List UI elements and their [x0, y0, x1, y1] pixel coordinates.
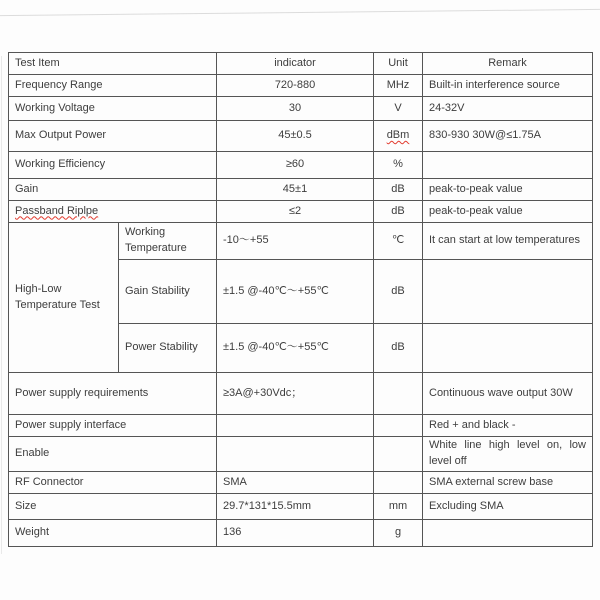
cell-test-item: RF Connector	[9, 472, 217, 494]
cell-unit: V	[374, 97, 423, 121]
cell-indicator: -10～+55	[217, 223, 374, 260]
cell-test-subitem: Gain Stability	[119, 260, 217, 324]
cell-test-item: Frequency Range	[9, 75, 217, 97]
cell-indicator: SMA	[217, 472, 374, 494]
cell-remark: peak-to-peak value	[423, 179, 593, 201]
col-header-test-item: Test Item	[9, 53, 217, 75]
table-row	[9, 494, 593, 520]
table-row	[9, 179, 593, 201]
cell-unit: dB	[374, 179, 423, 201]
cell-remark: 24-32V	[423, 97, 593, 121]
table-row	[9, 373, 593, 415]
table-row	[9, 472, 593, 494]
col-header-unit: Unit	[374, 53, 423, 75]
col-header-remark: Remark	[423, 53, 593, 75]
cell-remark: SMA external screw base	[423, 472, 593, 494]
cell-indicator: ±1.5 @-40℃～+55℃	[217, 260, 374, 324]
cell-indicator	[217, 415, 374, 437]
cell-test-subitem: Power Stability	[119, 324, 217, 373]
cell-test-item: Size	[9, 494, 217, 520]
cell-remark: 830-930 30W@≤1.75A	[423, 121, 593, 152]
cell-remark	[423, 520, 593, 547]
cell-test-item: Max Output Power	[9, 121, 217, 152]
cell-unit	[374, 472, 423, 494]
table-row	[9, 223, 593, 260]
cell-test-item: Working Voltage	[9, 97, 217, 121]
cell-unit-text: dBm	[386, 129, 410, 142]
cell-unit	[374, 437, 423, 472]
cell-test-item: Enable	[9, 437, 217, 472]
cell-test-item: Working Efficiency	[9, 152, 217, 179]
cell-remark: Built-in interference source	[423, 75, 593, 97]
table-row	[9, 415, 593, 437]
cell-unit	[374, 121, 423, 152]
cell-unit: mm	[374, 494, 423, 520]
cell-test-item	[9, 201, 217, 223]
cell-unit: %	[374, 152, 423, 179]
cell-indicator: 30	[217, 97, 374, 121]
table-row	[9, 152, 593, 179]
page-edge-line-left	[1, 56, 2, 554]
spec-table	[8, 52, 593, 547]
cell-test-item-text: Passband Riplpe	[15, 204, 99, 217]
table-row	[9, 520, 593, 547]
cell-unit	[374, 373, 423, 415]
cell-remark	[423, 324, 593, 373]
cell-unit: g	[374, 520, 423, 547]
cell-indicator: 45±1	[217, 179, 374, 201]
cell-remark: It can start at low temperatures	[423, 223, 593, 260]
table-row	[9, 75, 593, 97]
cell-test-item: Weight	[9, 520, 217, 547]
cell-remark: Excluding SMA	[423, 494, 593, 520]
cell-indicator: ≥60	[217, 152, 374, 179]
cell-unit: dB	[374, 324, 423, 373]
cell-test-item: Power supply interface	[9, 415, 217, 437]
cell-indicator: ≥3A@+30Vdc；	[217, 373, 374, 415]
cell-unit: MHz	[374, 75, 423, 97]
cell-unit: dB	[374, 260, 423, 324]
cell-test-item: Gain	[9, 179, 217, 201]
table-row	[9, 201, 593, 223]
cell-remark: White line high level on, low level off	[423, 437, 593, 472]
cell-unit: dB	[374, 201, 423, 223]
cell-remark: Red + and black -	[423, 415, 593, 437]
cell-remark: Continuous wave output 30W	[423, 373, 593, 415]
col-header-indicator: indicator	[217, 53, 374, 75]
cell-test-subitem: Working Temperature	[119, 223, 217, 260]
cell-test-group: High-Low Temperature Test	[9, 223, 119, 373]
cell-indicator: 720-880	[217, 75, 374, 97]
cell-indicator: ≤2	[217, 201, 374, 223]
cell-indicator: 45±0.5	[217, 121, 374, 152]
table-row	[9, 437, 593, 472]
cell-test-item: Power supply requirements	[9, 373, 217, 415]
table-row	[9, 97, 593, 121]
cell-indicator: 29.7*131*15.5mm	[217, 494, 374, 520]
cell-indicator: 136	[217, 520, 374, 547]
header-row	[9, 53, 593, 75]
cell-remark	[423, 152, 593, 179]
cell-unit: ℃	[374, 223, 423, 260]
cell-indicator	[217, 437, 374, 472]
table-row	[9, 121, 593, 152]
cell-remark: peak-to-peak value	[423, 201, 593, 223]
cell-indicator: ±1.5 @-40℃～+55℃	[217, 324, 374, 373]
cell-remark	[423, 260, 593, 324]
cell-unit	[374, 415, 423, 437]
page-edge-line-top	[0, 9, 600, 16]
